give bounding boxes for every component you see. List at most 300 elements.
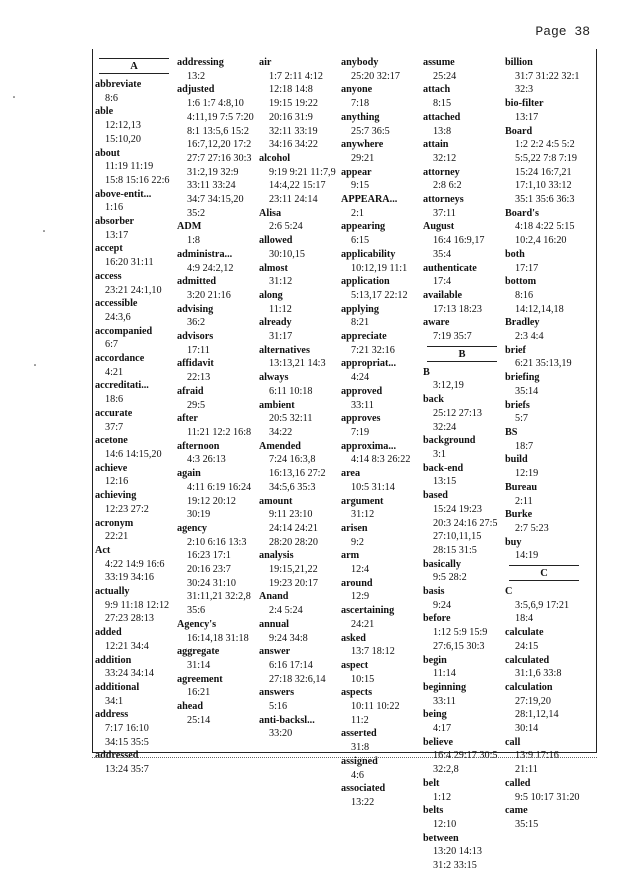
index-term: attached: [423, 111, 461, 123]
index-term: admitted: [177, 276, 217, 288]
page-line-refs: 3:12,19: [433, 380, 464, 392]
index-entry: [423, 585, 501, 612]
index-entry: [341, 193, 419, 220]
page-line-refs: 30:10,15: [269, 248, 305, 260]
index-term: addressed: [95, 750, 139, 762]
index-term: BS: [505, 426, 518, 438]
index-term: asserted: [341, 728, 377, 740]
index-term: beginning: [423, 681, 467, 693]
index-term: application: [341, 276, 390, 288]
page-line-refs: 3:20 21:16: [187, 289, 231, 301]
index-term: C: [505, 586, 513, 598]
index-entry: [95, 708, 173, 749]
letter-heading: A: [99, 58, 169, 74]
index-entry: [423, 83, 501, 110]
index-entry: [259, 590, 337, 617]
page-line-refs: 4:18 4:22 5:15 10:2,4 16:20: [515, 221, 575, 247]
page-number: Page 38: [535, 24, 590, 39]
index-entry: [95, 654, 173, 681]
index-column-3: [259, 56, 337, 746]
page-line-refs: 11:14: [433, 668, 456, 680]
index-term: believe: [423, 736, 453, 748]
page-line-refs: 22:13: [187, 372, 211, 384]
index-term: appearing: [341, 221, 386, 233]
index-entry: [177, 440, 255, 467]
page-line-refs: 17:4: [433, 276, 452, 288]
index-term: before: [423, 613, 451, 625]
index-term: bio-filter: [505, 98, 544, 110]
index-term: approves: [341, 413, 381, 425]
page-line-refs: 13:17: [105, 229, 129, 241]
page-line-refs: 22:21: [105, 531, 129, 543]
page-line-refs: 4:6: [351, 769, 365, 781]
index-term: begin: [423, 654, 447, 666]
index-term: billion: [505, 57, 533, 68]
page-line-refs: 9:15: [351, 180, 370, 192]
page-line-refs: 37:7: [105, 421, 124, 433]
index-entry: [95, 749, 173, 776]
index-entry: [177, 357, 255, 384]
index-entry: [341, 440, 419, 467]
index-term: annual: [259, 618, 290, 630]
index-entry: [177, 467, 255, 522]
page-line-refs: 6:7: [105, 339, 119, 351]
index-entry: [423, 462, 501, 489]
page-line-refs: 16:20 31:11: [105, 257, 154, 269]
index-entry: [341, 83, 419, 110]
index-entry: [423, 654, 501, 681]
index-term: between: [423, 832, 459, 844]
page-line-refs: 35:15: [515, 818, 539, 830]
index-term: arisen: [341, 522, 368, 534]
index-term: build: [505, 454, 528, 466]
index-entry: [95, 544, 173, 585]
index-entry: [95, 434, 173, 461]
page-line-refs: 31:17: [269, 331, 293, 343]
index-entry: [505, 371, 583, 398]
page-line-refs: 2:7 5:23: [515, 522, 549, 534]
page-line-refs: 31:1,6 33:8: [515, 668, 562, 680]
index-entry: [505, 508, 583, 535]
index-term: ascertaining: [341, 605, 395, 617]
page-line-refs: 10:11 10:22 11:2: [351, 701, 400, 726]
index-entry: [259, 207, 337, 234]
index-entry: [177, 522, 255, 618]
index-term: above-entit...: [95, 188, 152, 200]
index-term: anybody: [341, 57, 379, 68]
index-term: B: [423, 366, 430, 378]
page-line-refs: 23:21 24:1,10: [105, 284, 162, 296]
page-line-refs: 5:7: [515, 413, 529, 425]
index-term: belts: [423, 805, 444, 817]
page-line-refs: 6:15: [351, 235, 370, 247]
index-entry: [505, 481, 583, 508]
page-line-refs: 1:2 2:2 4:5 5:2 5:5,22 7:8 7:19 15:24 16:7,21 17:1,10 33:12 35:1 35:6 36:3: [515, 139, 577, 206]
index-term: accurate: [95, 407, 133, 419]
index-term: attorney: [423, 166, 460, 178]
index-term: almost: [259, 262, 288, 274]
index-term: around: [341, 577, 373, 589]
page-line-refs: 25:20 32:17: [351, 70, 400, 82]
index-term: ambient: [259, 399, 295, 411]
index-entry: [505, 97, 583, 124]
index-term: agency: [177, 522, 207, 534]
letter-heading: C: [509, 565, 579, 581]
index-term: afraid: [177, 385, 204, 397]
page-line-refs: 13:2: [187, 70, 206, 82]
index-term: aware: [423, 317, 450, 329]
index-term: approxima...: [341, 440, 397, 452]
index-entry: [177, 645, 255, 672]
index-entry: [95, 626, 173, 653]
index-entry: [341, 220, 419, 247]
index-term: calculated: [505, 654, 550, 666]
index-entry: [259, 440, 337, 495]
index-entry: [177, 56, 255, 83]
page-line-refs: 1:12: [433, 791, 452, 803]
index-entry: [341, 549, 419, 576]
page-line-refs: 7:18: [351, 98, 370, 110]
page-line-refs: 24:3,6: [105, 311, 131, 323]
page-line-refs: 9:9 11:18 12:12 27:23 28:13: [105, 599, 170, 625]
index-entry: [505, 125, 583, 207]
index-entry: [505, 536, 583, 563]
index-term: accompanied: [95, 325, 153, 337]
index-entry: [259, 289, 337, 316]
page-line-refs: 1:16: [105, 202, 124, 214]
page-line-refs: 13:17: [515, 111, 539, 123]
index-entry: [505, 804, 583, 831]
index-entry: [177, 303, 255, 330]
page-line-refs: 10:15: [351, 673, 375, 685]
scan-mark: [13, 96, 15, 98]
index-term: air: [259, 57, 272, 68]
index-term: arm: [341, 550, 360, 562]
index-entry: [505, 426, 583, 453]
letter-heading: B: [427, 346, 497, 362]
page-line-refs: 31:14: [187, 659, 211, 671]
index-term: addressing: [177, 57, 224, 68]
page-line-refs: 1:7 2:11 4:12 12:18 14:8 19:15 19:22 20:16 31:9 32:11 33:19 34:16 34:22: [269, 70, 323, 151]
index-term: Alisa: [259, 207, 282, 219]
page-line-refs: 11:12: [269, 303, 292, 315]
page-line-refs: 4:24: [351, 372, 370, 384]
index-term: administra...: [177, 248, 233, 260]
index-term: background: [423, 435, 476, 447]
index-entry: [259, 686, 337, 713]
index-term: Bureau: [505, 481, 538, 493]
index-term: additional: [95, 681, 140, 693]
page-line-refs: 13:13,21 14:3: [269, 358, 326, 370]
page-line-refs: 6:11 10:18: [269, 385, 313, 397]
index-term: access: [95, 270, 122, 282]
index-entry: [341, 385, 419, 412]
index-entry: [423, 777, 501, 804]
index-entry: [259, 495, 337, 550]
page-line-refs: 14:19: [515, 550, 539, 562]
index-term: already: [259, 317, 292, 329]
page-line-refs: 13:24 35:7: [105, 764, 149, 776]
index-entry: [505, 681, 583, 736]
index-entry: [259, 618, 337, 645]
index-entry: [341, 357, 419, 384]
index-term: able: [95, 106, 114, 118]
index-entry: [341, 632, 419, 659]
index-entry: [341, 727, 419, 754]
index-entry: [259, 344, 337, 371]
index-term: authenticate: [423, 262, 477, 274]
index-term: belt: [423, 777, 440, 789]
page-line-refs: 1:12 5:9 15:9 27:6,15 30:3: [433, 627, 488, 652]
index-entry: [423, 832, 501, 873]
page-line-refs: 7:19 35:7: [433, 331, 472, 343]
index-entry: [177, 673, 255, 700]
index-entry: [505, 399, 583, 426]
index-entry: [341, 755, 419, 782]
index-entry: [505, 344, 583, 371]
index-column-6: [505, 56, 583, 830]
index-entry: [505, 585, 583, 626]
index-entry: [341, 303, 419, 330]
index-entry: [95, 270, 173, 297]
index-term: anyone: [341, 84, 373, 96]
index-entry: [95, 78, 173, 105]
index-entry: [341, 495, 419, 522]
index-entry: [423, 56, 501, 83]
index-entry: [423, 366, 501, 393]
index-entry: [341, 166, 419, 193]
page-line-refs: 35:14: [515, 385, 539, 397]
page-line-refs: 3:1: [433, 448, 447, 460]
page-line-refs: 37:11: [433, 207, 456, 219]
index-entry: [341, 577, 419, 604]
index-entry: [341, 275, 419, 302]
index-entry: [505, 275, 583, 316]
page-line-refs: 12:23 27:2: [105, 503, 149, 515]
page-line-refs: 32:12: [433, 152, 457, 164]
page-line-refs: 16:14,18 31:18: [187, 632, 249, 644]
page-line-refs: 4:11 6:19 16:24 19:12 20:12 30:19: [187, 481, 252, 521]
page-line-refs: 2:11: [515, 495, 533, 507]
index-term: anti-backsl...: [259, 714, 315, 726]
index-entry: [505, 777, 583, 804]
page-line-refs: 13:7 18:12: [351, 646, 395, 658]
index-entry: [95, 681, 173, 708]
page-line-refs: 16:21: [187, 687, 211, 699]
index-term: available: [423, 289, 463, 301]
index-term: analysis: [259, 550, 294, 562]
index-column-1: [95, 56, 173, 776]
page-line-refs: 33:20: [269, 728, 293, 740]
index-entry: [505, 626, 583, 653]
index-entry: [423, 681, 501, 708]
page-line-refs: 7:19: [351, 426, 370, 438]
page-line-refs: 16:4 29:17 30:5 32:2,8: [433, 750, 498, 776]
index-term: applicability: [341, 248, 396, 260]
index-term: brief: [505, 344, 526, 356]
index-entry: [341, 111, 419, 138]
index-term: accordance: [95, 353, 145, 365]
page-line-refs: 11:19 11:19 15:8 15:16 22:6: [105, 161, 170, 186]
index-term: acetone: [95, 435, 128, 447]
index-entry: [95, 242, 173, 269]
index-term: Bradley: [505, 317, 540, 329]
index-term: calculate: [505, 627, 544, 639]
index-term: address: [95, 709, 129, 721]
index-term: about: [95, 147, 120, 159]
page-line-refs: 12:12,13 15:10,20: [105, 120, 141, 145]
index-entry: [259, 56, 337, 152]
index-entry: [423, 804, 501, 831]
index-entry: [341, 330, 419, 357]
page-line-refs: 31:8: [351, 742, 370, 754]
page-line-refs: 24:21: [351, 618, 375, 630]
page-line-refs: 19:15,21,22 19:23 20:17: [269, 564, 318, 589]
index-term: attorneys: [423, 194, 464, 206]
index-entry: [505, 316, 583, 343]
index-entry: [423, 262, 501, 289]
page-line-refs: 5:13,17 22:12: [351, 289, 408, 301]
page-line-refs: 31:7 31:22 32:1 32:3: [515, 70, 580, 96]
index-term: buy: [505, 536, 522, 548]
page-line-refs: 2:3 4:4: [515, 331, 544, 343]
page-line-refs: 10:12,19 11:1: [351, 262, 408, 274]
scan-mark: [43, 230, 45, 232]
page-line-refs: 15:24 19:23 20:3 24:16 27:5 27:10,11,15 28:15 31:5: [433, 503, 498, 556]
page-line-refs: 13:9 17:16 21:11: [515, 750, 559, 776]
index-term: appropriat...: [341, 358, 397, 370]
index-entry: [95, 147, 173, 188]
index-term: always: [259, 372, 289, 384]
index-entry: [423, 193, 501, 220]
index-term: back: [423, 394, 444, 406]
index-entry: [423, 489, 501, 558]
index-entry: [177, 220, 255, 247]
index-term: along: [259, 289, 283, 301]
index-term: basis: [423, 586, 445, 598]
page-line-refs: 8:21: [351, 317, 370, 329]
page-line-refs: 25:7 36:5: [351, 125, 390, 137]
page-line-refs: 13:22: [351, 796, 375, 808]
index-entry: [341, 782, 419, 809]
index-term: absorber: [95, 216, 135, 228]
page-line-refs: 25:12 27:13 32:24: [433, 407, 482, 433]
index-term: Board's: [505, 207, 539, 219]
index-term: came: [505, 805, 528, 817]
index-entry: [95, 325, 173, 352]
page-line-refs: 12:16: [105, 476, 129, 488]
index-term: area: [341, 468, 361, 480]
index-term: APPEARA...: [341, 194, 398, 206]
index-entry: [341, 604, 419, 631]
index-term: Act: [95, 544, 111, 556]
index-term: Agency's: [177, 618, 217, 630]
page-line-refs: 9:5 28:2: [433, 572, 467, 584]
page-line-refs: 12:9: [351, 591, 370, 603]
index-term: alcohol: [259, 152, 291, 164]
index-term: briefs: [505, 399, 530, 411]
page-line-refs: 1:6 1:7 4:8,10 4:11,19 7:5 7:20 8:1 13:5,6 15:2 16:7,12,20 17:2 27:7 27:16 30:3 31:2,19 32:9 33:11 33:24 34:7 34:15,20 35:2: [187, 98, 254, 219]
index-entry: [341, 467, 419, 494]
index-term: Amended: [259, 440, 301, 452]
index-entry: [177, 385, 255, 412]
index-term: allowed: [259, 235, 293, 247]
index-entry: [341, 138, 419, 165]
page-line-refs: 7:24 16:3,8 16:13,16 27:2 34:5,6 35:3: [269, 454, 326, 493]
page-line-refs: 29:21: [351, 152, 375, 164]
page-line-refs: 2:8 6:2: [433, 180, 462, 192]
index-entry: [423, 111, 501, 138]
page-line-refs: 13:8: [433, 125, 452, 137]
index-term: basically: [423, 558, 461, 570]
index-term: ahead: [177, 701, 204, 713]
index-term: advising: [177, 303, 214, 315]
page-line-refs: 2:4 5:24: [269, 605, 303, 617]
index-entry: [505, 453, 583, 480]
index-entry: [341, 522, 419, 549]
index-term: approved: [341, 385, 383, 397]
index-term: amount: [259, 495, 293, 507]
index-term: answer: [259, 646, 291, 658]
index-entry: [95, 215, 173, 242]
page-line-refs: 9:24 34:8: [269, 632, 308, 644]
page-line-refs: 2:10 6:16 13:3 16:23 17:1 20:16 23:7 30:24 31:10 31:11,21 32:2,8 35:6: [187, 536, 251, 617]
page-line-refs: 20:5 32:11 34:22: [269, 413, 313, 438]
index-entry: [95, 379, 173, 406]
index-term: being: [423, 709, 447, 721]
index-term: based: [423, 490, 448, 502]
index-entry: [423, 708, 501, 735]
page-line-refs: 7:17 16:10 34:15 35:5: [105, 723, 149, 748]
index-term: added: [95, 627, 122, 639]
index-term: achieving: [95, 490, 137, 502]
page-line-refs: 33:11: [351, 399, 374, 411]
page-line-refs: 17:11: [187, 344, 210, 356]
index-entry: [505, 207, 583, 248]
index-term: called: [505, 777, 531, 789]
index-term: calculation: [505, 681, 553, 693]
index-term: accept: [95, 243, 123, 255]
page-line-refs: 14:6 14:15,20: [105, 448, 162, 460]
page-line-refs: 4:22 14:9 16:6 33:19 34:16: [105, 558, 165, 584]
index-term: accessible: [95, 298, 138, 310]
index-entry: [423, 220, 501, 261]
index-entry: [177, 83, 255, 220]
page-line-refs: 9:24: [433, 599, 452, 611]
index-term: alternatives: [259, 344, 310, 356]
page-line-refs: 9:2: [351, 536, 365, 548]
index-term: abbreviate: [95, 79, 142, 90]
index-term: appear: [341, 166, 372, 178]
index-entry: [341, 56, 419, 83]
page-line-refs: 8:15: [433, 98, 452, 110]
page-line-refs: 7:21 32:16: [351, 344, 395, 356]
index-entry: [341, 686, 419, 727]
index-term: appreciate: [341, 331, 387, 343]
index-entry: [95, 352, 173, 379]
page-line-refs: 36:2: [187, 317, 206, 329]
page-line-refs: 29:5: [187, 399, 206, 411]
index-entry: [177, 330, 255, 357]
index-entry: [423, 434, 501, 461]
index-entry: [505, 56, 583, 97]
index-entry: [177, 275, 255, 302]
page-line-refs: 6:16 17:14 27:18 32:6,14: [269, 659, 326, 685]
footer-rule: [92, 757, 597, 758]
page-line-refs: 12:19: [515, 468, 539, 480]
page-line-refs: 4:21: [105, 366, 124, 378]
index-term: call: [505, 736, 521, 748]
